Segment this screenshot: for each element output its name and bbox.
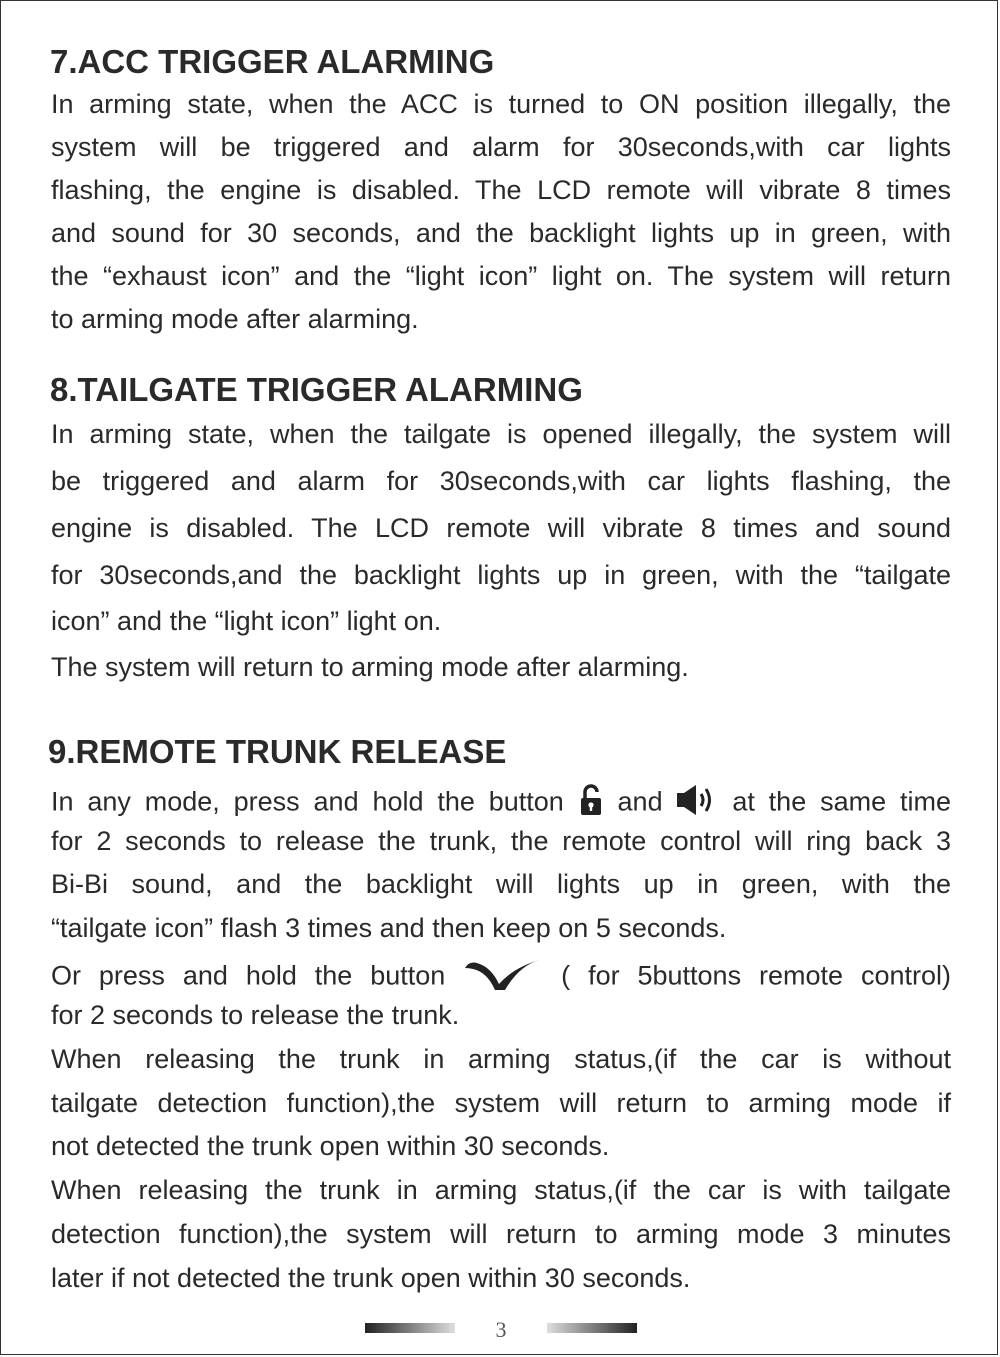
section-9-line-with-icon bbox=[51, 956, 951, 999]
section-9-line-with-icons bbox=[51, 783, 951, 824]
footer-bar-left bbox=[365, 1323, 455, 1333]
section-8-line: icon” and the “light icon” light on. bbox=[51, 606, 442, 636]
unlock-icon bbox=[578, 783, 604, 824]
section-7-line: flashing, the engine is disabled. The LCD remote will vibrate 8 times bbox=[51, 175, 951, 205]
section-7-line: and sound for 30 seconds, and the backlight lights up in green, with bbox=[51, 218, 951, 248]
section-9-line: detection function),the system will return to arming mode 3 minutes bbox=[51, 1219, 951, 1249]
section-9-line: tailgate detection function),the system will return to arming mode if bbox=[51, 1088, 951, 1118]
footer-bar-right bbox=[547, 1323, 637, 1333]
section-9-line: When releasing the trunk in arming status,(if the car is without bbox=[51, 1044, 951, 1074]
section-7-line: system will be triggered and alarm for 30seconds,with car lights bbox=[51, 132, 951, 162]
section-9-line: later if not detected the trunk open within 30 seconds. bbox=[51, 1263, 691, 1293]
page-number: 3 bbox=[495, 1317, 507, 1342]
speaker-icon bbox=[676, 783, 718, 824]
section-8-line: The system will return to arming mode after alarming. bbox=[51, 652, 689, 682]
section-9-line1-c: at the same time bbox=[732, 786, 951, 817]
section-9-line5-a: Or press and hold the button bbox=[51, 960, 446, 991]
section-8-title: 8.TAILGATE TRIGGER ALARMING bbox=[50, 371, 583, 408]
section-9-line: Bi-Bi sound, and the backlight will lights up in green, with the bbox=[51, 869, 951, 899]
section-9-line: for 2 seconds to release the trunk, the remote control will ring back 3 bbox=[51, 826, 951, 856]
section-9-line1-b: and bbox=[617, 786, 663, 817]
section-8-line: In arming state, when the tailgate is opened illegally, the system will bbox=[51, 419, 951, 449]
section-7-line: to arming mode after alarming. bbox=[51, 304, 419, 334]
section-7-title: 7.ACC TRIGGER ALARMING bbox=[50, 43, 495, 80]
trunk-button-icon bbox=[463, 956, 543, 999]
section-7-line: the “exhaust icon” and the “light icon” light on. The system will return bbox=[51, 261, 951, 291]
section-9-line: not detected the trunk open within 30 seconds. bbox=[51, 1131, 610, 1161]
section-8-line: for 30seconds,and the backlight lights up in green, with the “tailgate bbox=[51, 560, 951, 590]
section-9-line: “tailgate icon” flash 3 times and then keep on 5 seconds. bbox=[51, 913, 727, 943]
section-9-line: for 2 seconds to release the trunk. bbox=[51, 1000, 460, 1030]
section-9-title: 9.REMOTE TRUNK RELEASE bbox=[48, 733, 507, 770]
section-8-line: engine is disabled. The LCD remote will vibrate 8 times and sound bbox=[51, 513, 951, 543]
section-7-line: In arming state, when the ACC is turned to ON position illegally, the bbox=[51, 89, 951, 119]
section-9-line1-a: In any mode, press and hold the button bbox=[51, 786, 564, 817]
section-9-line5-b: ( for 5buttons remote control) bbox=[561, 960, 951, 991]
section-8-line: be triggered and alarm for 30seconds,with car lights flashing, the bbox=[51, 466, 951, 496]
section-9-line: When releasing the trunk in arming status,(if the car is with tailgate bbox=[51, 1175, 951, 1205]
